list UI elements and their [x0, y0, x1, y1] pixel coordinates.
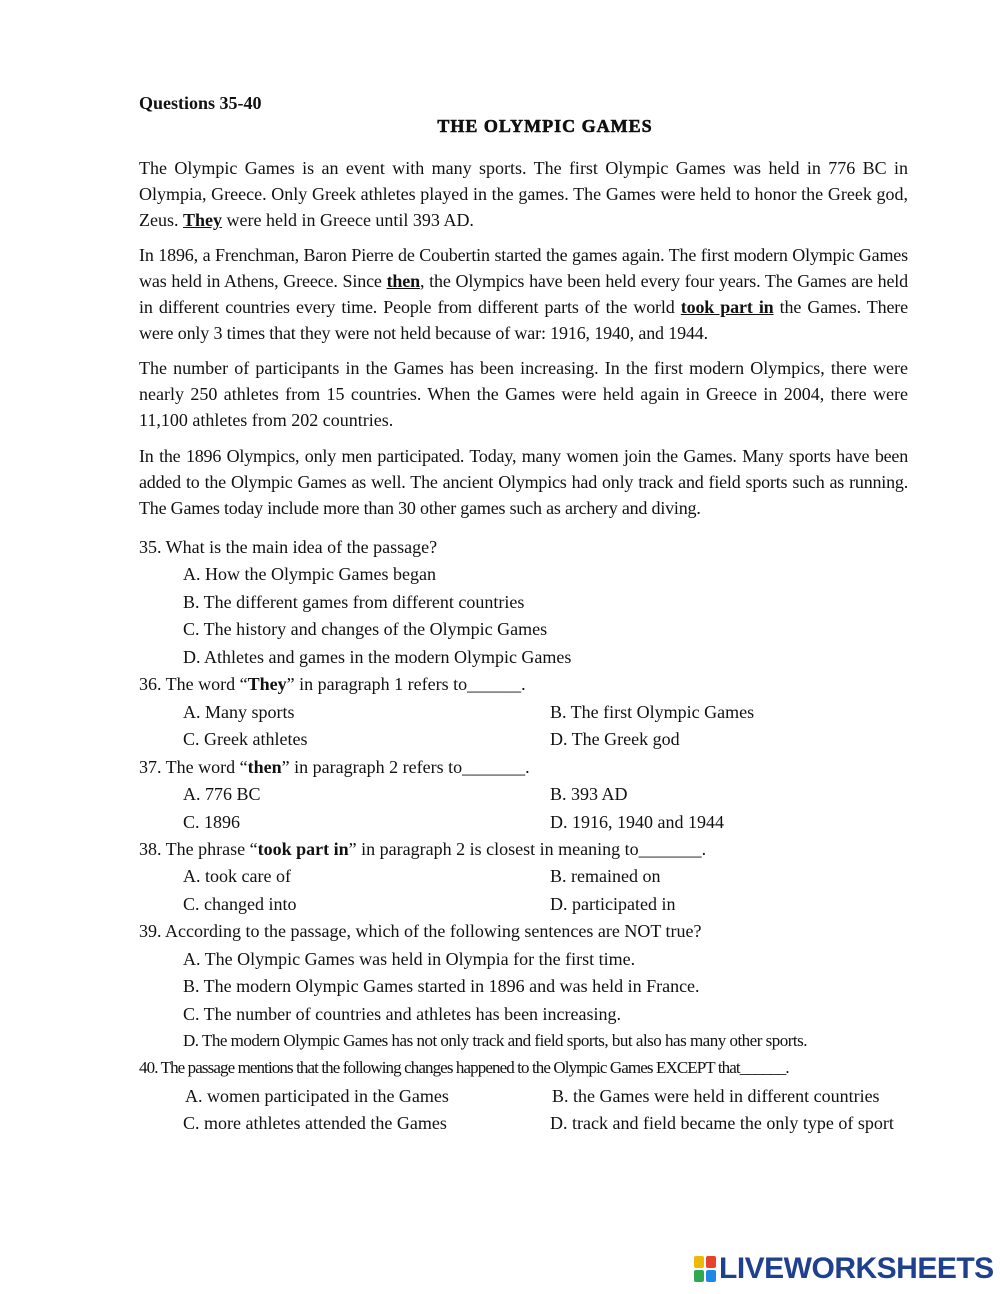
liveworksheets-logo — [693, 1253, 994, 1285]
q35-option-d[interactable]: D. Athletes and games in the modern Olympic Games — [183, 647, 572, 667]
question-39: 39. According to the passage, which of the following sentences are NOT true? — [139, 921, 702, 941]
q39-option-a[interactable]: A. The Olympic Games was held in Olympia for the first time. — [183, 949, 636, 969]
q36-pre: 36. The word “ — [139, 674, 248, 694]
q36-option-a[interactable]: A. Many sports — [183, 702, 295, 722]
q40-option-b[interactable]: B. the Games were held in different countries — [552, 1086, 880, 1106]
q35-option-c[interactable]: C. The history and changes of the Olympic Games — [183, 619, 548, 639]
q37-option-a[interactable]: A. 776 BC — [183, 784, 261, 804]
q35-option-b[interactable]: B. The different games from different countries — [183, 592, 525, 612]
q36-word: They — [247, 674, 287, 694]
q37-post: ” in paragraph 2 refers to_______. — [281, 757, 530, 777]
q40-option-c[interactable]: C. more athletes attended the Games — [183, 1113, 447, 1133]
question-36 — [139, 674, 526, 695]
q38-option-d[interactable]: D. participated in — [550, 894, 676, 914]
q40-option-a[interactable]: A. women participated in the Games — [185, 1086, 449, 1106]
question-40: 40. The passage mentions that the following changes happened to the Olympic Games EXCEPT that______. — [139, 1058, 789, 1077]
liveworksheets-blocks-icon — [693, 1255, 717, 1283]
q38-option-c[interactable]: C. changed into — [183, 894, 297, 914]
passage-title: THE OLYMPIC GAMES — [437, 116, 653, 136]
q38-word: took part in — [257, 839, 349, 859]
q39-option-d[interactable]: D. The modern Olympic Games has not only track and field sports, but also has many other sports. — [183, 1031, 808, 1050]
paragraph-2-text-a: In 1896, a Frenchman, Baron Pierre de Coubertin started the games again. The first modern Olympic Games was held in Athens, Greece. Since — [139, 245, 908, 291]
q37-option-b[interactable]: B. 393 AD — [550, 784, 628, 804]
paragraph-2-text-e: the Games. There were only 3 times that they were not held because of war: 1916, 1940, and 1944. — [139, 297, 908, 343]
paragraph-2-text-c: , the Olympics have been held every four years. The Games are held in different countries every time. People from different parts of the world — [139, 271, 909, 317]
paragraph-1 — [139, 155, 908, 233]
paragraph-3: The number of participants in the Games has been increasing. In the first modern Olympics, there were nearly 250 athletes from 15 countries. When the Games were held again in Greece in 2004, there were 11,100 athletes from 202 countries. — [139, 358, 908, 430]
paragraph-2 — [139, 242, 908, 346]
q39-option-c[interactable]: C. The number of countries and athletes has been increasing. — [183, 1004, 622, 1024]
q37-pre: 37. The word “ — [139, 757, 248, 777]
q36-post: ” in paragraph 1 refers to______. — [286, 674, 526, 694]
logo-text: LIVEWORKSHEETS — [719, 1252, 994, 1285]
q38-option-b[interactable]: B. remained on — [550, 866, 661, 886]
section-heading: Questions 35-40 — [139, 93, 262, 113]
q37-option-d[interactable]: D. 1916, 1940 and 1944 — [550, 812, 724, 832]
question-35: 35. What is the main idea of the passage? — [139, 537, 438, 557]
q37-word: then — [247, 757, 282, 777]
paragraph-1-text-a: The Olympic Games is an event with many sports. The first Olympic Games was held in 776 BC in Olympia, Greece. Only Greek athletes played in the games. The Games were held to honor the Greek god, Zeus. — [139, 158, 908, 230]
q40-option-d[interactable]: D. track and field became the only type of sport — [550, 1113, 894, 1133]
q35-option-a[interactable]: A. How the Olympic Games began — [183, 564, 436, 584]
highlight-they: They — [183, 210, 223, 230]
q36-option-b[interactable]: B. The first Olympic Games — [550, 702, 755, 722]
question-38 — [139, 839, 706, 860]
paragraph-4: In the 1896 Olympics, only men participated. Today, many women join the Games. Many sports have been added to the Olympic Games as well. The ancient Olympics had only track and field sports such as running. The Games today include more than 30 other games such as archery and diving. — [139, 446, 908, 518]
highlight-then: then — [386, 271, 420, 291]
q38-option-a[interactable]: A. took care of — [183, 866, 291, 886]
q36-option-c[interactable]: C. Greek athletes — [183, 729, 308, 749]
paragraph-1-text-c: were held in Greece until 393 AD. — [222, 210, 474, 230]
q36-option-d[interactable]: D. The Greek god — [550, 729, 680, 749]
q39-option-b[interactable]: B. The modern Olympic Games started in 1896 and was held in France. — [183, 976, 700, 996]
q37-option-c[interactable]: C. 1896 — [183, 812, 241, 832]
question-37 — [139, 757, 530, 778]
q38-pre: 38. The phrase “ — [139, 839, 258, 859]
highlight-took-part-in: took part in — [680, 297, 774, 317]
q38-post: ” in paragraph 2 is closest in meaning to_______. — [348, 839, 707, 859]
